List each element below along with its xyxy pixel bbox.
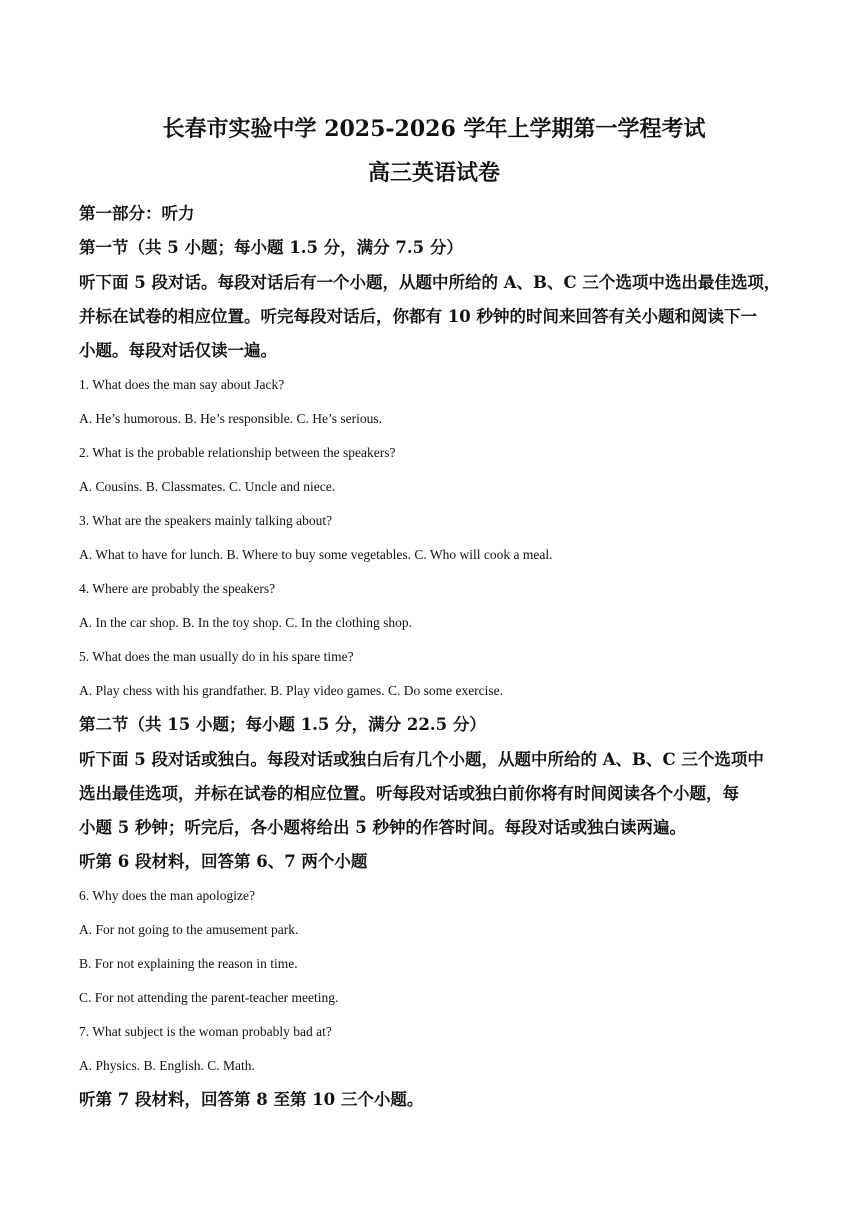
question-2: 2. What is the probable relationship between the speakers? [79, 445, 396, 460]
question-6-option-c: C. For not attending the parent-teacher meeting. [79, 990, 339, 1005]
exam-subtitle: 高三英语试卷 [367, 160, 500, 186]
question-7-options: A. Physics. B. English. C. Math. [79, 1058, 255, 1073]
question-6-option-b: B. For not explaining the reason in time. [79, 956, 298, 971]
part-heading-listening: 第一部分：听力 [79, 204, 195, 223]
section1-instruction-line: 小题。每段对话仅读一遍。 [79, 341, 277, 360]
section2-instruction-line: 小题 5 秒钟；听完后，各小题将给出 5 秒钟的作答时间。每段对话或独白读两遍。 [79, 818, 686, 837]
section2-instruction-line: 选出最佳选项，并标在试卷的相应位置。听每段对话或独白前你将有时间阅读各个小题，每 [79, 784, 739, 803]
question-5: 5. What does the man usually do in his spare time? [79, 649, 354, 664]
question-4-options: A. In the car shop. B. In the toy shop. C. In the clothing shop. [79, 615, 412, 630]
question-7: 7. What subject is the woman probably bad at? [79, 1024, 332, 1039]
question-4: 4. Where are probably the speakers? [79, 581, 276, 596]
question-1-options: A. He’s humorous. B. He’s responsible. C. He’s serious. [79, 411, 382, 426]
question-5-options: A. Play chess with his grandfather. B. Play video games. C. Do some exercise. [79, 683, 504, 698]
question-6-option-a: A. For not going to the amusement park. [79, 922, 299, 937]
question-1: 1. What does the man say about Jack? [79, 377, 285, 392]
section1-heading: 第一节（共 5 小题；每小题 1.5 分，满分 7.5 分） [79, 238, 463, 257]
question-2-options: A. Cousins. B. Classmates. C. Uncle and niece. [79, 479, 336, 494]
exam-title: 长春市实验中学 2025-2026 学年上学期第一学程考试 [162, 116, 706, 142]
material-6-heading: 听第 6 段材料，回答第 6、7 两个小题 [79, 852, 368, 871]
question-6: 6. Why does the man apologize? [79, 888, 255, 903]
section2-instruction-line: 听下面 5 段对话或独白。每段对话或独白后有几个小题，从题中所给的 A、B、C 三个选项中 [79, 750, 764, 769]
material-7-heading: 听第 7 段材料，回答第 8 至第 10 三个小题。 [79, 1090, 424, 1109]
section1-instruction-line: 听下面 5 段对话。每段对话后有一个小题，从题中所给的 A、B、C 三个选项中选出最佳选项， [79, 273, 781, 292]
section1-instruction-line: 并标在试卷的相应位置。听完每段对话后，你都有 10 秒钟的时间来回答有关小题和阅读下一 [79, 307, 757, 326]
question-3: 3. What are the speakers mainly talking about? [79, 513, 333, 528]
question-3-options: A. What to have for lunch. B. Where to buy some vegetables. C. Who will cook a meal. [79, 547, 553, 562]
section2-heading: 第二节（共 15 小题；每小题 1.5 分，满分 22.5 分） [79, 715, 486, 734]
